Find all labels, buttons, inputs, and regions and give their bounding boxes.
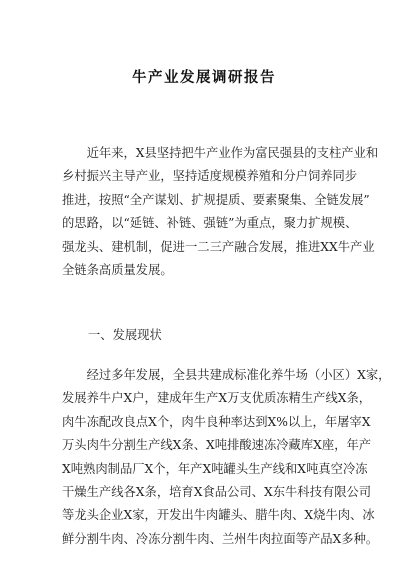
text-line: 全链条高质量发展。 (62, 262, 173, 277)
text-line: 发展养牛户X户，建成年生产X万支优质冻精生产线X条， (62, 391, 372, 406)
text-line: 的思路，以“延链、补链、强链”为重点，聚力扩规模、 (62, 216, 358, 231)
document-title: 牛产业发展调研报告 (132, 70, 276, 86)
section-paragraph (62, 364, 391, 551)
text-line: 经过多年发展，全县共建成标准化养牛场（小区）X家， (62, 368, 391, 382)
text-line: 肉牛冻配改良点X个，肉牛良种率达到X%以上，年屠宰X (62, 414, 371, 429)
intro-paragraph (62, 142, 379, 282)
text-line: 等龙头企业X家，开发出牛肉罐头、腊牛肉、X烧牛肉、冰 (62, 508, 375, 523)
text-line: 鲜分割牛肉、冷冻分割牛肉、兰州牛肉拉面等产品X多种。 (62, 531, 379, 546)
text-line: 强龙头、建机制，促进一二三产融合发展，推进XX牛产业 (62, 239, 375, 254)
text-line: 万头肉牛分割生产线X条、X吨排酸速冻冷藏库X座，年产 (62, 438, 372, 453)
text-line: 干燥生产线各X条，培育X食品公司、X东牛科技有限公司 (62, 484, 372, 499)
section-heading: 一、发展现状 (88, 328, 162, 342)
text-line: 近年来，X县坚持把牛产业作为富民强县的支柱产业和 (62, 146, 379, 160)
text-line: 乡村振兴主导产业，坚持适度规模养殖和分户饲养同步 (62, 169, 358, 184)
text-line: 推进，按照“全产谋划、扩规提质、要素聚集、全链发展” (62, 192, 370, 207)
text-line: X吨熟肉制品厂X个，年产X吨罐头生产线和X吨真空冷冻 (62, 461, 368, 476)
